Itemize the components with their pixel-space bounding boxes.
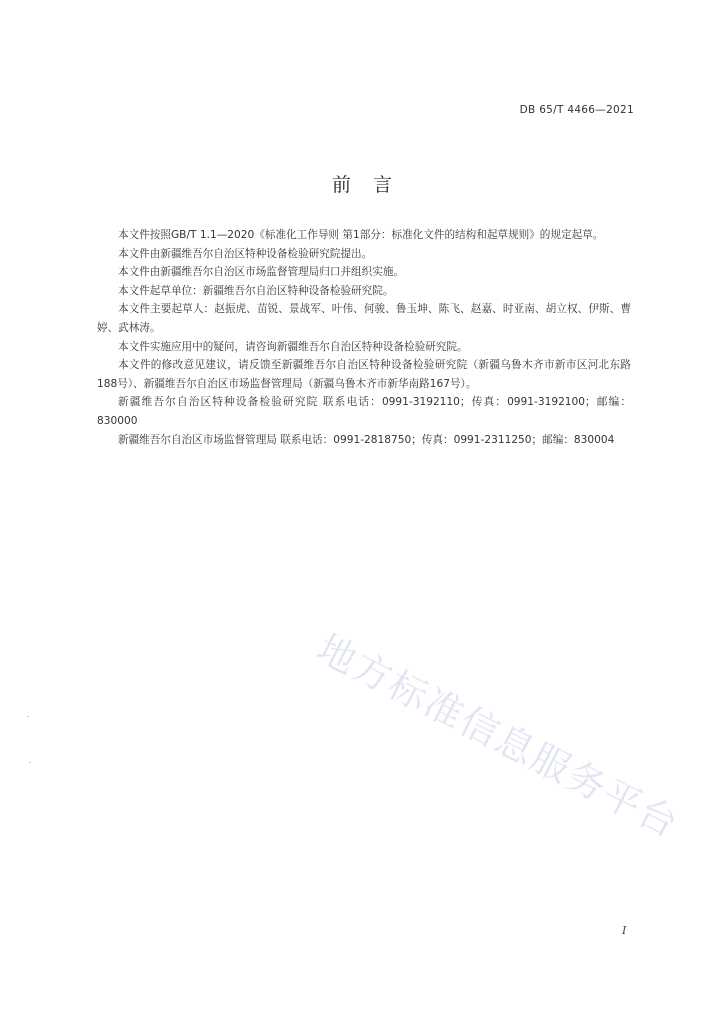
foreword-body [97, 226, 631, 449]
paragraph-inquiries: 本文件实施应用中的疑问，请咨询新疆维吾尔自治区特种设备检验研究院。 [118, 340, 468, 353]
watermark: 地方标准信息服务平台 [309, 626, 687, 847]
paragraph-proposer: 本文件由新疆维吾尔自治区特种设备检验研究院提出。 [118, 247, 373, 260]
paragraph-contact-bureau: 新疆维吾尔自治区市场监督管理局 联系电话：0991-2818750；传真：0991-2311250；邮编：830004 [118, 433, 615, 446]
paragraph-administrator: 本文件由新疆维吾尔自治区市场监督管理局归口并组织实施。 [118, 266, 405, 279]
scan-speck [29, 762, 31, 763]
page-number: I [622, 924, 627, 937]
page-title: 前言 [331, 174, 414, 196]
paragraph-contact-institute: 新疆维吾尔自治区特种设备检验研究院 联系电话：0991-3192110；传真：0991-3192100；邮编：830000 [97, 396, 631, 427]
paragraph-drafting-unit: 本文件起草单位：新疆维吾尔自治区特种设备检验研究院。 [118, 284, 394, 297]
paragraph-feedback: 本文件的修改意见建议，请反馈至新疆维吾尔自治区特种设备检验研究院（新疆乌鲁木齐市新市区河北东路188号）、新疆维吾尔自治区市场监督管理局（新疆乌鲁木齐市新华南路167号）。 [97, 359, 631, 390]
standard-code: DB 65/T 4466—2021 [519, 104, 634, 116]
paragraph-drafting-rules: 本文件按照GB/T 1.1—2020《标准化工作导则 第1部分：标准化文件的结构和起草规则》的规定起草。 [118, 229, 604, 241]
scan-speck [27, 716, 29, 717]
paragraph-drafters: 本文件主要起草人：赵振虎、苗锐、景战军、叶伟、何骏、鲁玉坤、陈飞、赵嘉、时亚南、胡立权、伊斯、曹婷、武林涛。 [97, 303, 631, 334]
